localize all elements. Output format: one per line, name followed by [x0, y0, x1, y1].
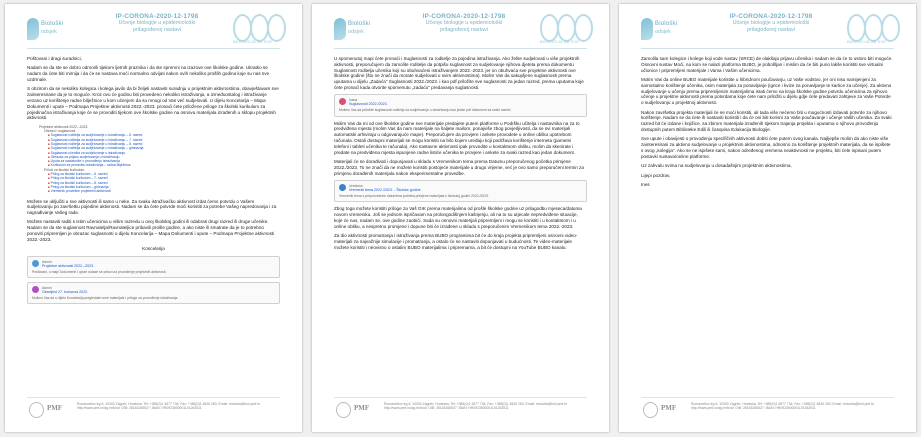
post-title[interactable]: Projektne aktivnosti 2022.–2023. [42, 263, 95, 268]
logo-text-line2: odsjek [655, 29, 671, 35]
folder-node[interactable]: Obrazci i suglasnosti [44, 129, 76, 134]
project-subtitle-line2: prilagođenoj nastavi [440, 26, 488, 33]
file-item[interactable]: ■ Suglasnost roditelja za sudjelovanje u istraživanju – gimnazija [48, 146, 280, 150]
footer-divider [334, 397, 587, 398]
ring-icon [267, 14, 286, 42]
project-logo [540, 14, 590, 42]
paragraph: Za dio aktivnosti promatranja i istraživanja prema BUBO programima bit će do kraja projekta pripremljeni osnovni video-materijali za najvažnije simulacije i promatranja, a ostalo će se nastaviti dopunjavati u budućnosti. Te video-materijale možete koristiti i neovisno o ostalim BUBO materijalima i pripremama, a bit će dostupni na YouTube BUBO kanalu. [334, 233, 578, 250]
forum-post[interactable] [334, 180, 587, 202]
paragraph: Sve upute i obavijesti o provođenju specifičnih aktivnosti dobiti ćete putem ovog kanala. Najljepše molim da ako niste više zainteresirani za aktivno sudjelovanje u projektnim aktivnostima, odnosno za korištenje projektnih materijala, da se ispišete s ovog „kolegija". Ako se ne ispišete sami, nakon određenog vremena neaktivnosti ne projektu, biti ćete ispisani putem postavki sustava/online platforme. [641, 136, 891, 159]
faculty-logo: PMF [661, 404, 677, 412]
file-item[interactable]: ■ Vremenik provedbe projektnih aktivnosti [48, 189, 280, 193]
folder-node[interactable]: Prilozi za školski kurikulum [44, 167, 85, 172]
page-header [619, 4, 916, 54]
document-page-2 [312, 4, 609, 432]
screenshot-caption: Koncelarija [142, 246, 165, 252]
project-logo-label: BIOLOGIJA ZA SVE [540, 39, 580, 44]
post-title[interactable]: Obavijest 27. kolovoza 2022. [42, 289, 89, 294]
file-item[interactable]: ■ Prilog za školski kurikulum – 8. razred [48, 181, 280, 185]
logo-text-line1: Biološki [41, 21, 64, 27]
paragraph: U spomenutoj mapi ćete pronaći i Suglasnosti za roditelje za pojedina istraživanja. Ako želite sudjelovati u više projektnih aktivnosti, preporučujem da zamolite roditelje da potpišu suglasnost za sudjelovanje njihova djeteta prema dokumentu Suglasnost roditelja učenika koji su obuhvaćeni istraživanjem 2022.-2023. jer on obuhvaća sve projektne aktivnosti ove školske godine (što ne znači da morate sudjelovati u svim aktivnostima). Molim Vas da sakupljene suglasnosti prema uputama u dijelu „Zadaća" Suglasnosti 2022./2023. i kao pdf priložite sve suglasnosti za jedan razred, prema uputama koje ćete pronaći kada otvorite spomenutu „zadaću" predavanja suglasnosti. [334, 56, 584, 90]
file-item[interactable]: ■ Suglasnost roditelja za sudjelovanje u istraživanju – 6. razred [48, 133, 280, 137]
page-header [312, 4, 609, 54]
header-divider [641, 48, 894, 49]
page-footer [27, 397, 280, 423]
avatar [339, 184, 346, 191]
paragraph: Molim Vas da online BUBO materijale koristite u hibridnom poučavanju, uz Vaše vodstvo, jer oni nisu namijenjeni za samostalno korištenje učenika, osim materijala za ponavljanje (igrice i kvize za ponavljanje te kartice za učenje). Za aktivno sudjelovanje u učenju prema pripremljenim materijalima istati ćemo na kraju školske godine potvrdu učenicima za njihovo učenje u projektne aktivnosti prema potvrdama koje ćete nam priložiti u dijelu gdje ćete predavati zahtjeve za Vaše Potvrde o sudjelovanju u projektnoj aktivnosti. [641, 76, 892, 106]
post-author: Urednica [349, 184, 363, 189]
logo-text-line2: odsjek [41, 29, 57, 35]
post-body: Molimo Vas da priložite suglasnosti roditelja za sudjelovanje u istraživanju kao jedan pdf dokument za svaki razred. [339, 108, 512, 113]
page-header [5, 4, 302, 54]
forum-post[interactable] [334, 94, 587, 116]
project-code: IP-CORONA-2020-12-1798 [729, 13, 813, 20]
signature: Ines [641, 181, 650, 187]
avatar [32, 286, 39, 293]
post-author: Admin [42, 259, 52, 264]
file-item[interactable]: ■ Uputa za nastavnike o provođenju istraživanja [48, 159, 280, 163]
paragraph: S obzirom da se nekoliko kolegica i kolega javilo da bi željeli nastaviti suradnju u projektnim aktivnostima, obavještavam sve zainteresirane da je to moguće. Kroz ovu će godinu biti provedeno nekoliko istraživanja, a izmeđuostalog i istraživanje vezano uz korištenje radne bilježnice u kom učenjem da su mnogi od Vas već sudjelovali. U dijelu Koncelarija – Mapa Dokumenti i upute – Podmapa Projektne aktivnosti 2022.-2023. pronaći ćete priložene priloge za školski kurikulum za pojedinačna istraživanja koje će se provoditi tijekom ove školske godine na osnovu materijala izrađenih u sklopu projektnih aktivnosti. [27, 86, 279, 121]
project-logo [233, 14, 283, 42]
avatar [339, 98, 346, 105]
paragraph: Materijali će se dorađivati i dopunjavati u skladu s Vremenikom tema prema Datumu preporučenog početka primjene 2022./2023. To ne znači da ne možete koristiti postojeće materijale u drugo vrijeme, već je ovo samo preporučeni termin za primjenu dorađenih materijala nakon eksperimentalne provedbe. [334, 159, 584, 176]
page-footer [641, 397, 894, 423]
greeting: Poštovani i dragi suradnici, [27, 56, 82, 61]
closing: Lijepi pozdrav, [641, 172, 671, 178]
file-item[interactable]: ■ Prilog za školski kurikulum – 7. razred [48, 176, 280, 180]
project-subtitle-line2: prilagođenoj nastavi [133, 26, 181, 33]
paragraph: Nakon završetka projekta materijali će se moći koristiti, ali tada više nećemo biti u mogućnosti izdavati potvrde za njihovo korištenje. Nadam se da ćete ih nastaviti koristiti i da će oni biti korisni za Vaše poučavanje i učenje Vaših učenika. Za svaki razred bit će izdane i knjižice, sa zbirom materijala izrađenih tijekom trajanja projekta i uputama o njihovu provođenju dostupnih putem Biblioteke Edili ili časopisa Edukacija Biologije. [641, 109, 892, 132]
file-item[interactable]: ■ Prilog za školski kurikulum – gimnazija [48, 185, 280, 189]
project-logo-label: BIOLOGIJA ZA SVE [847, 39, 887, 44]
address-line: http://www.pmf.unizg.hr/biol/; OIB: 28163265527; IBAN: HR0923600001101262511 [691, 406, 816, 411]
header-divider [334, 48, 587, 49]
post-title[interactable]: Vremenik tema 2022./2023. - Školske godine [349, 188, 421, 193]
file-item[interactable]: ■ Suglasnost učenika za sudjelovanje u istraživanju [48, 151, 280, 155]
project-logo [847, 14, 897, 42]
project-header-text [87, 13, 227, 33]
paragraph: Zamolila sam kolegice i kolege koji vode sustav (SRCE) de olakšaju prijavu učenika i nadam se da će to ustoro biti moguće. Osnovni sustav Moći, na kom se nalazi platforma BUBO, je pobošljan i mislim da će biti puno lakše koristiti sve virtualni učionice i pripremljeni materijale i Vama i Vašim učenicima. [641, 56, 893, 73]
project-header-text [701, 13, 841, 33]
page-3-content [641, 56, 894, 191]
biology-department-logo [641, 18, 697, 42]
paragraph: Molim Vas da mi od ove školske godine sve materijale predajete putem platforme u Podršku učitelja i nastavnika na za to predviđena mjesta (molim Vas da nam materijale na šaljete mailom, ponajviše zbog povjerljivosti, da se svi materijali automatski arhiviraju u odgovarajuće mape). Preporučujem da provjere i ankete provodete u online obliku upotrebom računala. Ostali dostupni materijali se mogu koristiti na bilo kojem uređaju koji podržava korištenje interneta (pametni telefoni i tableti učenika te računala). Ako nastavne aktivnosti ipak provodite u kontaktnom obliku, molim da skenirate i predate na predviđena mjesta ispunjene radne listiće učenika te provjere i ankete za svaki razred kao jedan dokument. [334, 120, 580, 155]
post-body: Poštovani, u mapi Dokumenti i upute nalaze se prilozi za provođenje projektnih aktivnosti. [32, 269, 167, 274]
avatar [32, 260, 39, 267]
post-author: Admin [42, 285, 52, 290]
ring-icon [574, 14, 593, 42]
header-divider [27, 48, 280, 49]
biology-department-logo [27, 18, 83, 42]
page-2-content [334, 56, 587, 254]
logo-text-line1: Biološki [655, 21, 678, 27]
forum-post[interactable] [27, 256, 280, 278]
biology-department-logo [334, 18, 390, 42]
project-header-text [394, 13, 534, 33]
paragraph: Zbog toga možete koristiti priloge za Vaš GIK prema materijalima od prošle školske godine uz prilagodbu mjeseca/datuma novom vremeniku. Još se jednom ispričavam na prolongodišnjem kašnjenju, ali na to su utjecale nepredviđene situacije, koje će nas, nadam se, ove godine zaobići. Sada su osnovni materijali pripremljeni i mogu se koristiti i u kontaktnom i u online obliku, a nespretno promjene i dopune biti će izrađene u skladu s preporučenim Vremenikom tema 2022.-2023. [334, 206, 582, 229]
footer-address [77, 402, 277, 411]
post-body: Vremenik tema s preporučenim datumima početka primjene materijala u školskoj godini 2022./2023. [339, 194, 489, 199]
folder-tree [39, 125, 280, 194]
folder-root[interactable]: Projektne aktivnosti 2022.–2023. [39, 124, 89, 129]
university-seal-icon [336, 402, 351, 418]
project-code: IP-CORONA-2020-12-1798 [115, 13, 199, 20]
file-item[interactable]: ■ Suglasnost roditelja za sudjelovanje u istraživanju – 7. razred [48, 138, 280, 142]
file-item[interactable]: ■ Kurikulum za provedbu istraživanja – radna bilježnica [48, 163, 280, 167]
project-subtitle-line1: Učenje biologije u epidemiološki [118, 20, 196, 26]
faculty-logo: PMF [354, 404, 370, 412]
paragraph: Nadam se da ste se dobro odmorili tijekom ljetnih praznika i da ste spremni na izazove ove školske godine. Ukratko se nadam da ćete biti mirnija i da će se nastava moći normalno odvijati nakon ovih nekoliko prošlih godina koje su nas sve uzdrmale. [27, 65, 270, 82]
page-1-content [27, 56, 280, 308]
address-line: Rooseveltov trg 6, 10000 Zagreb, Hrvatska; Tel: +385(0)1 4877 734; Fax: +385(0)1 4826 260; Email: redovita@biol.pmf.hr [384, 402, 568, 406]
ring-icon [881, 14, 900, 42]
address-line: Rooseveltov trg 6, 10000 Zagreb, Hrvatska; Tel: +385(0)1 4877 734; Fax: +385(0)1 4826 260; Email: redovita@biol.pmf.hr [77, 402, 261, 406]
post-body: Molimo Vas da u dijelu Koncelarija pregledate nove materijale i priloge za provođenje istraživanja. [32, 295, 179, 300]
paragraph: Možete se uključiti u sve aktivnosti ili samo u neke. Za svaku istraživačku aktivnost izdat ćemo potvrdu o Vašem sudjelovanju po završetku pojedine aktivnosti. Nadam se da ćete potvrde moći koristiti za potrebe Vašeg napredovanja i za nagrađivanje Vašeg rada. [27, 198, 277, 216]
footer-address [384, 402, 584, 411]
file-item[interactable]: ■ Obrazac za prijavu sudjelovanja u istraživanju [48, 155, 280, 159]
document-page-1 [5, 4, 302, 432]
paragraph: Uz zahvalu svima na sudjelovanju u dosadašnjim projektnim aktivnostima, [641, 163, 792, 169]
file-item[interactable]: ■ Prilog za školski kurikulum – 6. razred [48, 172, 280, 176]
project-subtitle-line1: Učenje biologije u epidemiološki [425, 20, 503, 26]
faculty-logo: PMF [47, 404, 63, 412]
project-logo-label: BIOLOGIJA ZA SVE [233, 39, 273, 44]
footer-address [691, 402, 891, 411]
footer-divider [27, 397, 280, 398]
logo-text-line2: odsjek [348, 29, 364, 35]
university-seal-icon [643, 402, 658, 418]
university-seal-icon [29, 402, 44, 418]
post-author: Ivana [349, 98, 358, 103]
logo-text-line1: Biološki [348, 21, 371, 27]
leaf-icon [641, 18, 653, 40]
file-item[interactable]: ■ Suglasnost roditelja za sudjelovanje u istraživanju – 8. razred [48, 142, 280, 146]
page-footer [334, 397, 587, 423]
address-line: Rooseveltov trg 6, 10000 Zagreb, Hrvatska; Tel: +385(0)1 4877 734; Fax: +385(0)1 4826 260; Email: redovita@biol.pmf.hr [691, 402, 875, 406]
leaf-icon [334, 18, 346, 40]
project-subtitle-line1: Učenje biologije u epidemiološki [732, 20, 810, 26]
leaf-icon [27, 18, 39, 40]
address-line: http://www.pmf.unizg.hr/biol/; OIB: 28163265527; IBAN: HR0923600001101262511 [384, 406, 509, 411]
post-title[interactable]: Suglasnosti 2022./2023. [349, 102, 388, 107]
project-subtitle-line2: prilagođenoj nastavi [747, 26, 795, 33]
footer-divider [641, 397, 894, 398]
project-code: IP-CORONA-2020-12-1798 [422, 13, 506, 20]
address-line: http://www.pmf.unizg.hr/biol/; OIB: 28163265527; IBAN: HR0923600001101262511 [77, 406, 202, 411]
document-page-3 [619, 4, 916, 432]
paragraph: Možete nastaviti raditi s istim učenicima u višim razredu u ovoj školskoj godini ili odabrati drugi razred ili druge učenike. Nadam se da ste suglasnost Ravnatelja/Ravnateljice pribavili prošle godine, a ako niste ili smatrate da je to potrebno ponoviti pripremljen je obrazac suglasnosti u dijelu Koncelarija – Mapa Dokumenti i upute – Podmapa Projektne aktivnosti 2022.-2023. [27, 219, 275, 242]
forum-post[interactable] [27, 282, 280, 304]
